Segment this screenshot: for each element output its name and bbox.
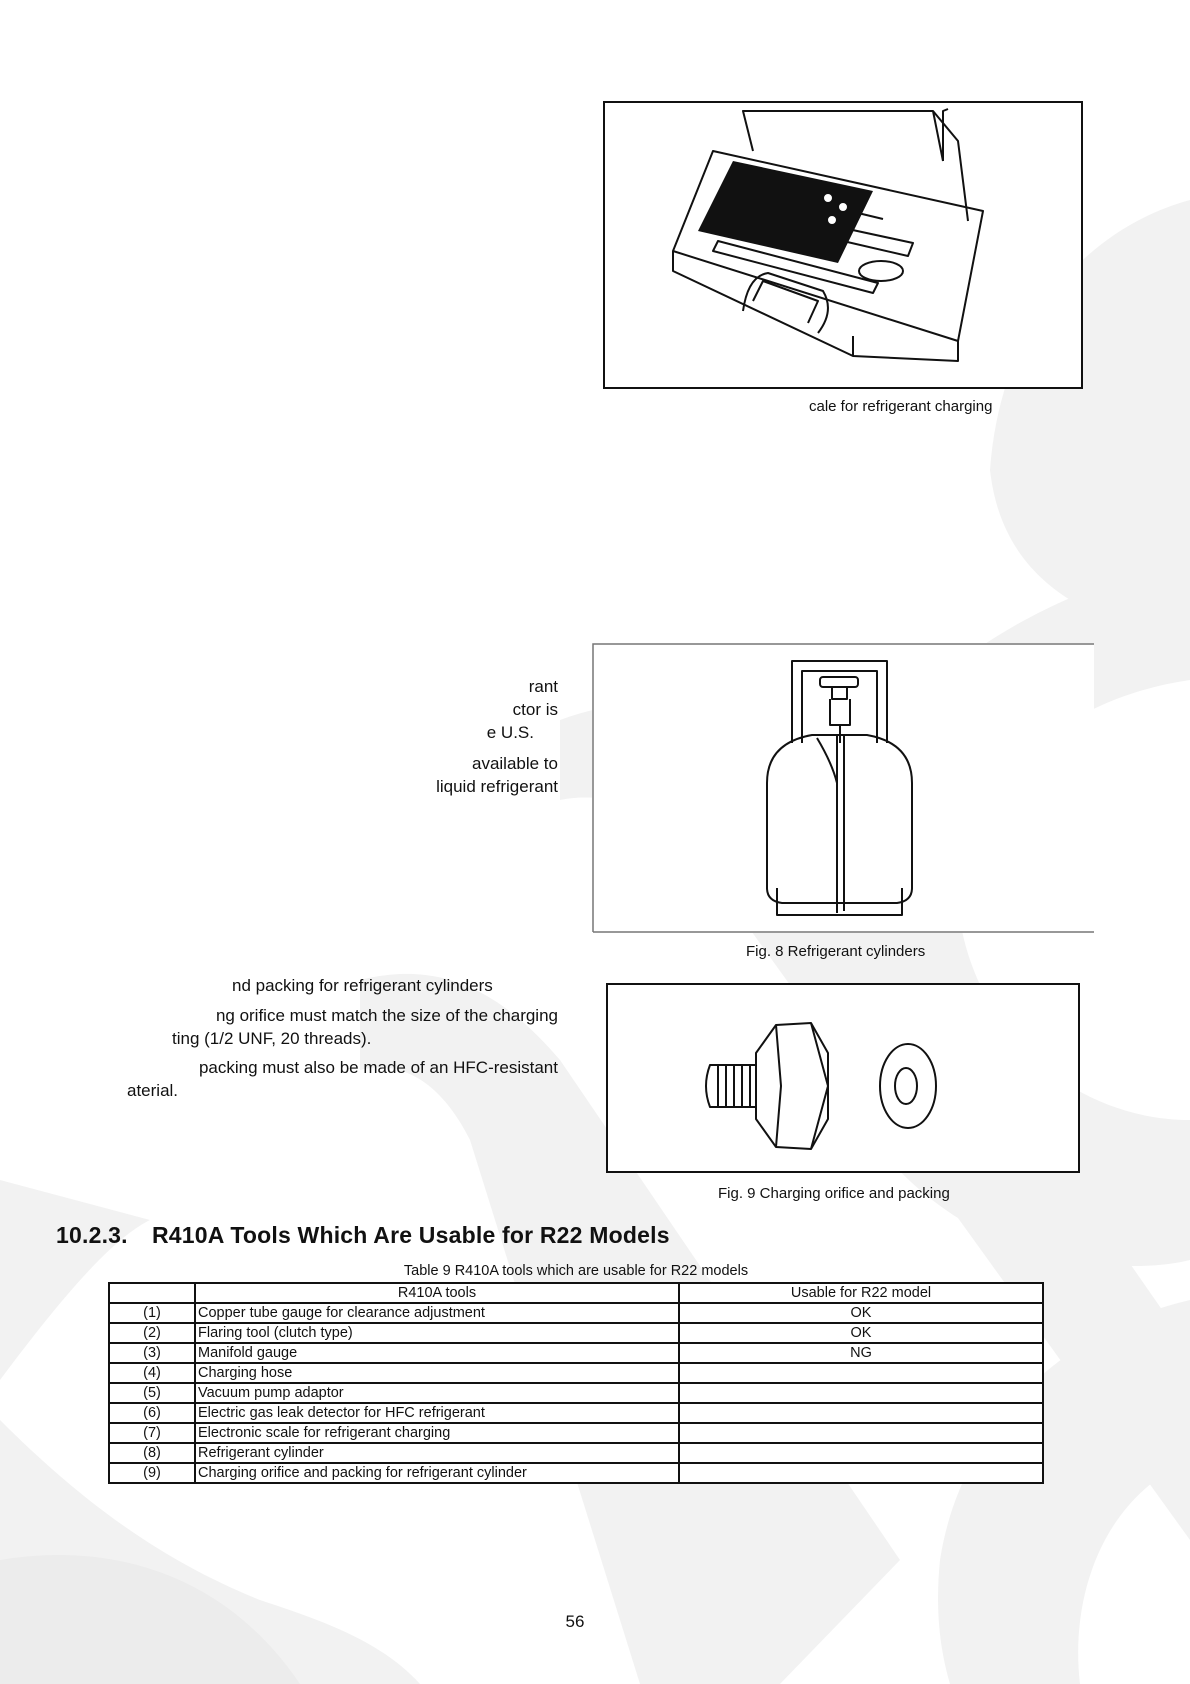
row-tool: Refrigerant cylinder [195, 1443, 679, 1463]
row-number: (7) [109, 1423, 195, 1443]
row-number: (6) [109, 1403, 195, 1423]
row-number: (4) [109, 1363, 195, 1383]
row-usable [679, 1383, 1043, 1403]
refrigerant-cylinder-illustration [592, 643, 1094, 933]
row-number: (9) [109, 1463, 195, 1483]
table-row [109, 1323, 1043, 1343]
row-number: (3) [109, 1343, 195, 1363]
cylinder-text-line-5: liquid refrigerant [436, 777, 558, 796]
row-tool: Charging hose [195, 1363, 679, 1383]
page-number: 56 [565, 1612, 585, 1631]
fig9-caption: Fig. 9 Charging orifice and packing [718, 1185, 950, 1202]
row-number: (5) [109, 1383, 195, 1403]
electronic-scale-illustration [603, 101, 1083, 389]
row-tool: Vacuum pump adaptor [195, 1383, 679, 1403]
table-row [109, 1363, 1043, 1383]
row-usable [679, 1463, 1043, 1483]
row-usable [679, 1423, 1043, 1443]
orifice-text-line-3: packing must also be made of an HFC-resistant [198, 1058, 558, 1077]
row-tool: Flaring tool (clutch type) [195, 1323, 679, 1343]
charging-orifice-illustration [606, 983, 1080, 1173]
table-caption: Table 9 R410A tools which are usable for R22 models [403, 1263, 749, 1279]
cylinder-text-line-4: available to [471, 754, 558, 773]
cylinder-text-line-3: e U.S. [486, 723, 534, 742]
row-usable [679, 1363, 1043, 1383]
row-number: (1) [109, 1303, 195, 1323]
cylinder-text-line-2: ctor is [512, 700, 558, 719]
figure-electronic-scale [603, 101, 1083, 389]
header-number [109, 1283, 195, 1303]
cylinder-text-line-1: rant [528, 677, 558, 696]
row-tool: Manifold gauge [195, 1343, 679, 1363]
table-row [109, 1443, 1043, 1463]
fig8-caption: Fig. 8 Refrigerant cylinders [746, 943, 926, 960]
row-tool: Charging orifice and packing for refrigerant cylinder [195, 1463, 679, 1483]
tools-table [108, 1282, 1044, 1484]
row-usable [679, 1443, 1043, 1463]
orifice-heading: nd packing for refrigerant cylinders [232, 976, 493, 995]
table-row [109, 1463, 1043, 1483]
row-number: (2) [109, 1323, 195, 1343]
table-row [109, 1343, 1043, 1363]
row-tool: Copper tube gauge for clearance adjustment [195, 1303, 679, 1323]
row-usable: NG [679, 1343, 1043, 1363]
section-heading [56, 1222, 670, 1249]
orifice-text-line-1: ng orifice must match the size of the charging [215, 1006, 558, 1025]
table-row [109, 1403, 1043, 1423]
figure-charging-orifice [606, 983, 1080, 1173]
row-usable [679, 1403, 1043, 1423]
section-title: R410A Tools Which Are Usable for R22 Models [152, 1222, 670, 1248]
orifice-text-line-2: ting (1/2 UNF, 20 threads). [172, 1029, 372, 1048]
row-tool: Electric gas leak detector for HFC refrigerant [195, 1403, 679, 1423]
header-usable: Usable for R22 model [679, 1283, 1043, 1303]
section-number: 10.2.3. [56, 1222, 128, 1248]
table-row [109, 1423, 1043, 1443]
row-usable: OK [679, 1323, 1043, 1343]
figure-refrigerant-cylinder [592, 643, 1094, 933]
table-row [109, 1383, 1043, 1403]
orifice-text-line-4: aterial. [127, 1081, 179, 1100]
fig7-caption: cale for refrigerant charging [809, 398, 993, 415]
row-usable: OK [679, 1303, 1043, 1323]
table-row [109, 1303, 1043, 1323]
row-tool: Electronic scale for refrigerant charging [195, 1423, 679, 1443]
table-header-row [109, 1283, 1043, 1303]
header-tools: R410A tools [195, 1283, 679, 1303]
row-number: (8) [109, 1443, 195, 1463]
